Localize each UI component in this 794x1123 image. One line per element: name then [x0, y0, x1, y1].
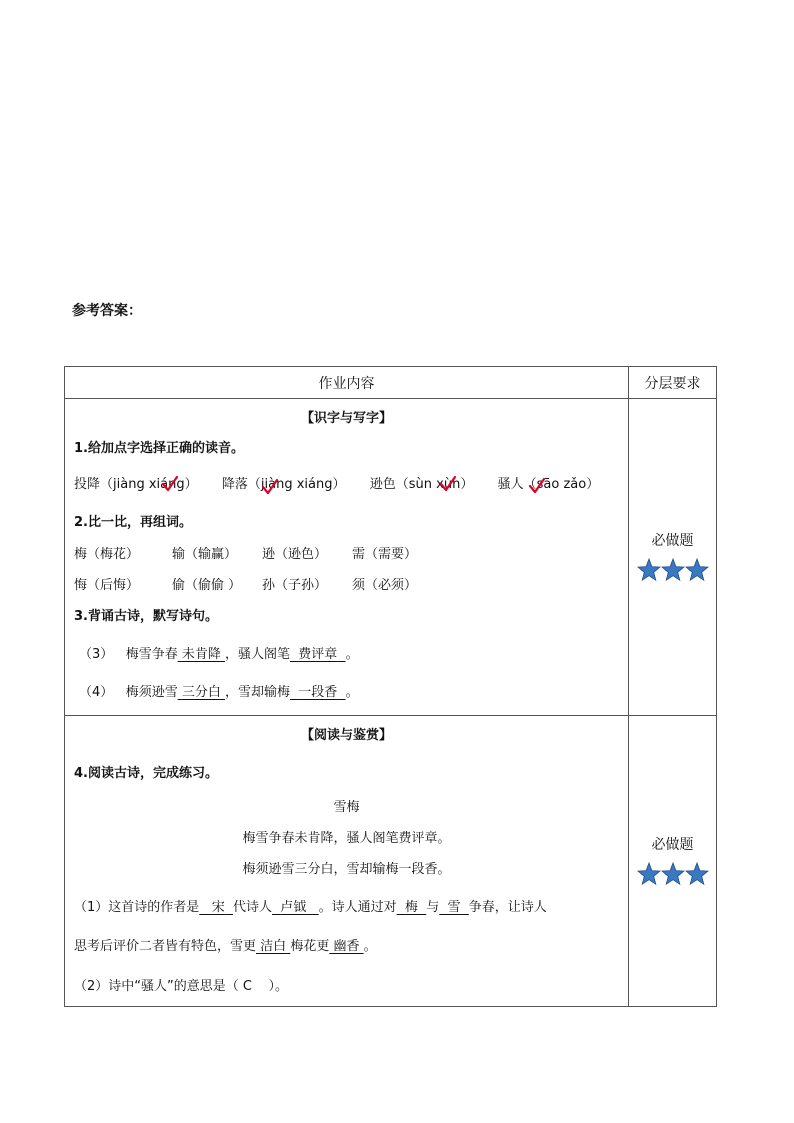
q2-title: 2.比一比，再组词。: [74, 515, 192, 530]
sub1-answer: 梅: [404, 900, 418, 915]
q2-cell: 孙（子孙）: [262, 578, 328, 593]
q3-num: （3）: [79, 647, 114, 662]
section-reading: [65, 716, 629, 1007]
sub1-text: （1）这首诗的作者是: [74, 900, 200, 915]
star-icon: [637, 558, 661, 582]
q3-text: ，雪却输梅: [225, 685, 291, 700]
q3-answer: 三分白: [181, 685, 221, 700]
q1-pinyin-4: （sāo zǎo）: [523, 477, 600, 492]
q4-title: 4.阅读古诗，完成练习。: [74, 766, 218, 781]
answer-heading: 参考答案：: [72, 303, 142, 319]
q4-sub2: [74, 975, 288, 994]
section-title-reading: 【阅读与鉴赏】: [300, 728, 392, 743]
q3-line-3: [79, 643, 359, 662]
q1-pinyin-1: （jiàng xiáng）: [100, 477, 198, 492]
q3-line-4: [79, 681, 359, 700]
q1-word-2: 降落: [221, 477, 248, 492]
sub1-text: 与: [426, 900, 440, 915]
three-star-rating: [629, 558, 716, 584]
sub1-answer: 卢钺: [280, 900, 307, 915]
sub1-text: 梅花更: [290, 939, 330, 954]
sub2-text: ）。: [268, 979, 289, 994]
requirement-label: 必做题: [651, 837, 694, 853]
q2-cell: 偷（偷偷 ）: [172, 578, 242, 593]
q1-pinyin-3: （sùn xùn）: [395, 477, 474, 492]
poem-line-2: 梅须逊雪三分白，雪却输梅一段香。: [242, 862, 451, 877]
sub1-text: 。: [363, 939, 377, 954]
star-icon: [661, 862, 685, 886]
check-mark-icon: [528, 477, 546, 495]
q3-num: （4）: [79, 685, 114, 700]
sub1-text: 争春，让诗人: [468, 900, 547, 915]
three-star-rating: [629, 862, 716, 888]
header-requirement: 分层要求: [629, 367, 717, 399]
q2-row-2: [74, 574, 417, 593]
sub1-answer: 宋: [211, 900, 225, 915]
check-mark-icon: [161, 475, 179, 493]
sub1-answer: 幽香: [333, 939, 360, 954]
q2-cell: 需（需要）: [352, 547, 418, 562]
q2-cell: 逊（逊色）: [262, 547, 328, 562]
requirement-cell-2: [629, 716, 717, 1007]
q3-title: 3.背诵古诗，默写诗句。: [74, 609, 218, 624]
q2-cell: 梅（梅花）: [74, 547, 140, 562]
section-title-literacy: 【识字与写字】: [300, 411, 392, 426]
q4-sub1-line1: [74, 896, 547, 915]
q1-items: [74, 473, 599, 492]
section-literacy: [65, 399, 629, 716]
q2-cell: 悔（后悔）: [74, 578, 140, 593]
homework-table: [64, 366, 717, 1007]
sub1-answer: 洁白: [260, 939, 287, 954]
sub2-text: （2）诗中“骚人”的意思是（: [74, 979, 239, 994]
header-content: 作业内容: [65, 367, 629, 399]
poem-line-1: 梅雪争春未肯降，骚人阁笔费评章。: [242, 831, 451, 846]
q3-text: ，骚人阁笔: [225, 647, 291, 662]
q1-title: 1.给加点字选择正确的读音。: [74, 441, 244, 456]
q3-text: 梅雪争春: [125, 647, 178, 662]
sub1-text: 思考后评价二者皆有特色，雪更: [74, 939, 257, 954]
q3-answer: 一段香: [298, 685, 338, 700]
q2-cell: 输（输赢）: [172, 547, 238, 562]
q3-end: 。: [345, 685, 359, 700]
requirement-cell-1: [629, 399, 717, 716]
q3-text: 梅须逊雪: [125, 685, 178, 700]
q1-pinyin-2: （jiàng xiáng）: [247, 477, 346, 492]
check-mark-icon: [261, 478, 279, 496]
sub1-text: 代诗人: [232, 900, 272, 915]
requirement-label: 必做题: [651, 533, 694, 549]
q3-end: 。: [345, 647, 359, 662]
sub2-answer: C: [242, 979, 252, 994]
q3-answer: 未肯降: [181, 647, 221, 662]
star-icon: [685, 862, 709, 886]
q1-word-3: 逊色: [369, 477, 396, 492]
q1-word-1: 投降: [74, 477, 101, 492]
sub1-answer: 雪: [447, 900, 461, 915]
check-mark-icon: [439, 475, 457, 493]
q4-sub1-line2: [74, 935, 377, 954]
star-icon: [637, 862, 661, 886]
star-icon: [685, 558, 709, 582]
q3-answer: 费评章: [298, 647, 338, 662]
star-icon: [661, 558, 685, 582]
poem-title: 雪梅: [333, 800, 360, 815]
q1-word-4: 骚人: [497, 477, 524, 492]
q2-cell: 须（必须）: [352, 578, 418, 593]
sub1-text: 。诗人通过对: [318, 900, 397, 915]
q2-row-1: [74, 543, 417, 562]
